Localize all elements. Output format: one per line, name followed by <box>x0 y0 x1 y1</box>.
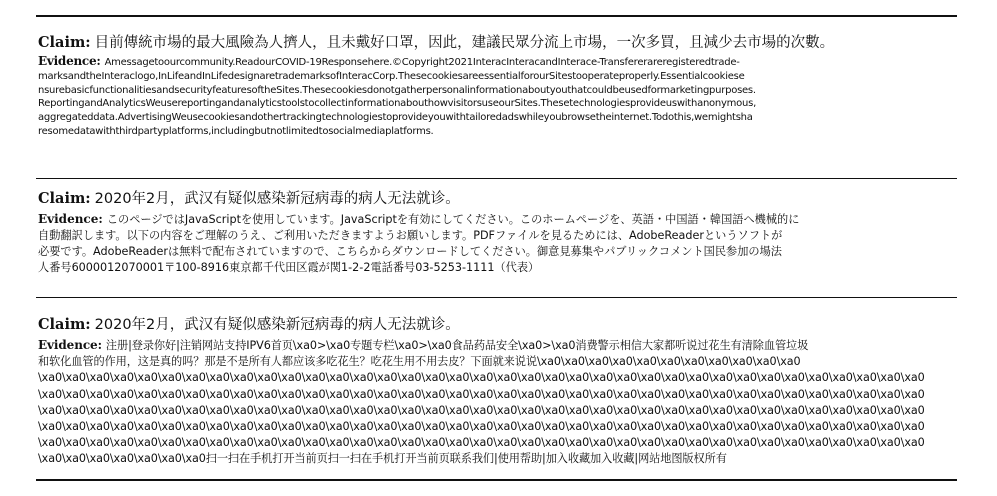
evidence-line: 必要です。AdobeReaderは無料で配布されていますので、こちらからダウンロードしてください。御意見募集やパブリックコメント国民参加の場法 <box>38 245 782 258</box>
claim-text: 目前傳統市場的最大風險為人擠人，且未戴好口罩，因此，建議民眾分流上市場，一次多買，且減少去市場的次數。 <box>94 35 835 51</box>
separator-rule-2 <box>36 297 957 298</box>
evidence-line <box>38 55 956 70</box>
evidence-text: このページではJavaScriptを使用しています。JavaScriptを有効にしてください。このホームページを、英語・中国語・韓国語へ機械的に <box>106 213 800 226</box>
evidence-text: 注册|登录你好|注销网站支持IPV6首页\xa0>\xa0专题专栏\xa0>\xa0食品药品安全\xa0>\xa0消费警示相信大家都听说过花生有清除血管垃圾 <box>105 339 809 352</box>
evidence-text: Amessagetoourcommunity.ReadourCOVID-19Responsehere.©Copyright2021InteracInteracandInterace-Transfererareregisteredtrade- <box>104 57 740 68</box>
evidence-line: \xa0\xa0\xa0\xa0\xa0\xa0\xa0\xa0\xa0\xa0\xa0\xa0\xa0\xa0\xa0\xa0\xa0\xa0\xa0\xa0\xa0\xa0\xa0\xa0\xa0\xa0\xa0\xa0\xa0\xa0\xa0\xa0\xa0\xa0\xa0\xa0\xa0 <box>38 403 925 417</box>
evidence-line: resomedatawiththirdpartyplatforms,includingbutnotlimitedtosocialmediaplatforms. <box>38 125 434 137</box>
evidence-line: \xa0\xa0\xa0\xa0\xa0\xa0\xa0\xa0\xa0\xa0\xa0\xa0\xa0\xa0\xa0\xa0\xa0\xa0\xa0\xa0\xa0\xa0\xa0\xa0\xa0\xa0\xa0\xa0\xa0\xa0\xa0\xa0\xa0\xa0\xa0\xa0\xa0 <box>38 371 925 385</box>
claim-line <box>38 190 956 208</box>
separator-rule-1 <box>36 178 957 179</box>
evidence-line: \xa0\xa0\xa0\xa0\xa0\xa0\xa0扫一扫在手机打开当前页扫一扫在手机打开当前页联系我们|使用帮助|加入收藏加入收藏|网站地图版权所有 <box>38 452 727 466</box>
evidence-line: 自動翻訳します。以下の内容をご理解のうえ、ご利用いただきますようお願いします。PDFファイルを見るためには、AdobeReaderというソフトが <box>38 229 783 242</box>
claim-text: 2020年2月，武汉有疑似感染新冠病毒的病人无法就诊。 <box>94 191 460 207</box>
evidence-line: 和软化血管的作用，这是真的吗？那是不是所有人都应该多吃花生？吃花生用不用去皮？下面就来说说\xa0\xa0\xa0\xa0\xa0\xa0\xa0\xa0\xa0\xa0\xa0 <box>38 355 801 369</box>
evidence-line <box>38 337 956 354</box>
evidence-line: \xa0\xa0\xa0\xa0\xa0\xa0\xa0\xa0\xa0\xa0\xa0\xa0\xa0\xa0\xa0\xa0\xa0\xa0\xa0\xa0\xa0\xa0\xa0\xa0\xa0\xa0\xa0\xa0\xa0\xa0\xa0\xa0\xa0\xa0\xa0\xa0\xa0 <box>38 436 925 450</box>
evidence-label: Evidence: <box>38 55 101 68</box>
bottom-rule <box>36 479 957 481</box>
evidence-line <box>38 211 956 228</box>
evidence-label: Evidence: <box>38 338 102 352</box>
evidence-block <box>38 55 956 139</box>
evidence-line: ReportingandAnalyticsWeusereportingandanalyticstoolstocollectinformationabouthowvisitorsuseourSites.Thesetechnologiesprovideuswithanonymous, <box>38 98 756 110</box>
evidence-line: marksandtheInteraclogo,InLifeandInLifedesignaretrademarksofInteracCorp.ThesecookiesareessentialforourSitestooperateproperly.Essentialcookiese <box>38 70 745 82</box>
claim-text: 2020年2月，武汉有疑似感染新冠病毒的病人无法就诊。 <box>94 317 460 333</box>
evidence-line: 人番号6000012070001〒100-8916東京都千代田区霞が関1-2-2電話番号03-5253-1111（代表） <box>38 261 540 274</box>
evidence-line: nsurebasicfunctionalitiesandsecurityfeaturesoftheSites.Thesecookiesdonotgatherpersonalinformationaboutyouthatcouldbeusedformarketingpurposes. <box>38 84 756 96</box>
claim-evidence-entry-2 <box>38 190 956 276</box>
evidence-label: Evidence: <box>38 212 103 226</box>
evidence-line: aggregateddata.AdvertisingWeusecookiesandothertrackingtechnologiestoprovideyouwithtailoredadswhileyoubrowsetheinternet.Todothis,wemightsha <box>38 112 753 124</box>
claim-line <box>38 34 956 52</box>
claim-label: Claim: <box>38 316 91 333</box>
evidence-line: \xa0\xa0\xa0\xa0\xa0\xa0\xa0\xa0\xa0\xa0\xa0\xa0\xa0\xa0\xa0\xa0\xa0\xa0\xa0\xa0\xa0\xa0\xa0\xa0\xa0\xa0\xa0\xa0\xa0\xa0\xa0\xa0\xa0\xa0\xa0\xa0\xa0 <box>38 387 925 401</box>
claim-evidence-entry-3 <box>38 316 956 468</box>
evidence-block <box>38 337 956 468</box>
evidence-block <box>38 211 956 276</box>
claim-line <box>38 316 956 334</box>
top-rule <box>36 15 957 17</box>
claim-label: Claim: <box>38 190 91 207</box>
evidence-line: \xa0\xa0\xa0\xa0\xa0\xa0\xa0\xa0\xa0\xa0\xa0\xa0\xa0\xa0\xa0\xa0\xa0\xa0\xa0\xa0\xa0\xa0\xa0\xa0\xa0\xa0\xa0\xa0\xa0\xa0\xa0\xa0\xa0\xa0\xa0\xa0\xa0 <box>38 420 925 434</box>
claim-label: Claim: <box>38 34 91 51</box>
claim-evidence-entry-1 <box>38 34 956 139</box>
